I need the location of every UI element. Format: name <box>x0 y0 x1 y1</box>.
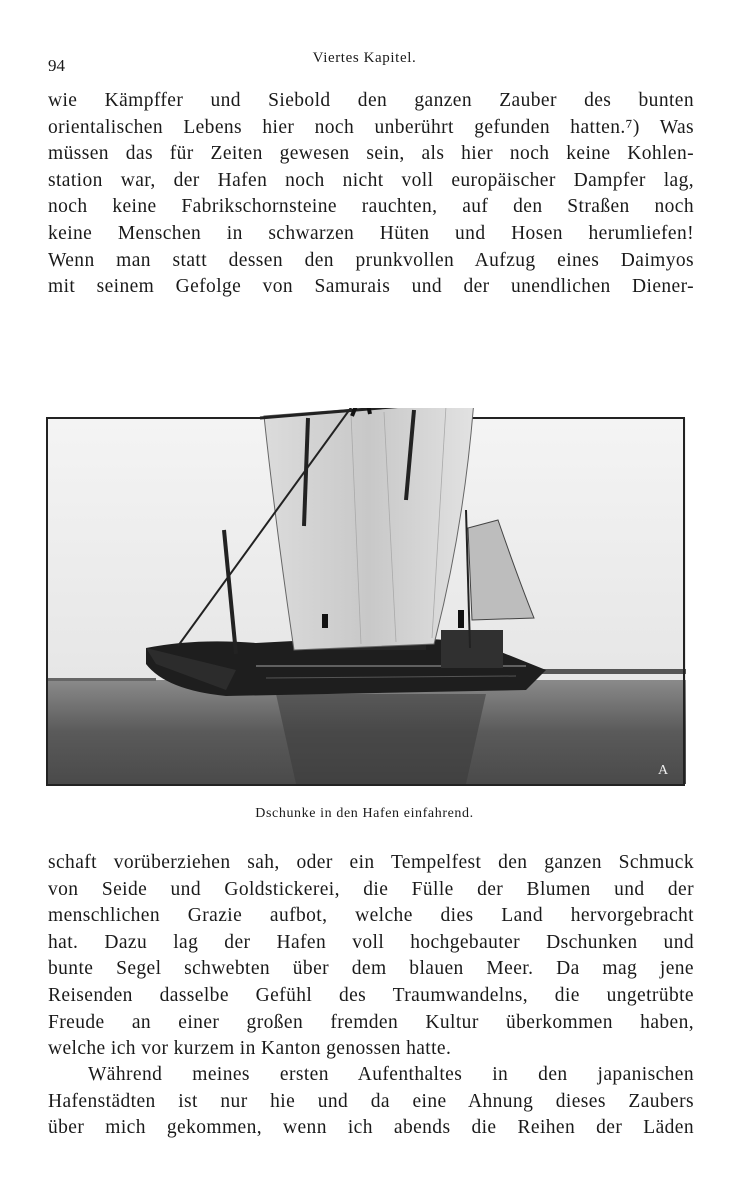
text-line: Wenn man statt dessen den prunkvollen Aufzug eines Daimyos <box>48 249 694 271</box>
paragraph-2 <box>48 850 694 1063</box>
paragraph-1 <box>48 88 694 301</box>
text-line: Reisenden dasselbe Gefühl des Traumwandelns, die ungetrübte <box>48 984 694 1006</box>
text-line: bunte Segel schwebten über dem blauen Meer. Da mag jene <box>48 958 694 980</box>
paragraph-3 <box>48 1062 694 1142</box>
text-line: schaft vorüberziehen sah, oder ein Tempelfest den ganzen Schmuck <box>48 852 694 873</box>
text-line: mit seinem Gefolge von Samurais und der unendlichen Diener- <box>48 276 694 298</box>
junk-photograph <box>46 408 686 788</box>
text-line: orientalischen Lebens hier noch unberührt gefunden hatten.⁷) Was <box>48 116 694 138</box>
text-line: wie Kämpffer und Siebold den ganzen Zauber des bunten <box>48 90 694 111</box>
figure-caption: Dschunke in den Hafen einfahrend. <box>255 806 474 821</box>
text-line: Freude an einer großen fremden Kultur überkommen haben, <box>48 1011 694 1033</box>
text-line: noch keine Fabrikschornsteine rauchten, auf den Straßen noch <box>48 196 694 218</box>
text-line: müssen das für Zeiten gewesen sein, als hier noch keine Kohlen- <box>48 143 694 165</box>
text-line: menschlichen Grazie aufbot, welche dies Land hervorgebracht <box>48 905 694 927</box>
page-number: 94 <box>48 56 65 75</box>
text-line: keine Menschen in schwarzen Hüten und Hosen herumliefen! <box>48 222 694 244</box>
photo-signature: A <box>658 763 669 778</box>
text-line: von Seide und Goldstickerei, die Fülle der Blumen und der <box>48 878 694 900</box>
text-line: Hafenstädten ist nur hie und da eine Ahnung dieses Zaubers <box>48 1090 694 1112</box>
text-line: station war, der Hafen noch nicht voll europäischer Dampfer lag, <box>48 169 694 191</box>
text-line: hat. Dazu lag der Hafen voll hochgebauter Dschunken und <box>48 931 694 953</box>
running-head: Viertes Kapitel. <box>312 50 417 66</box>
text-line: Während meines ersten Aufenthaltes in den japanischen <box>88 1064 694 1085</box>
text-line: über mich gekommen, wenn ich abends die Reihen der Läden <box>48 1117 694 1139</box>
text-line: welche ich vor kurzem in Kanton genossen hatte. <box>48 1038 452 1060</box>
